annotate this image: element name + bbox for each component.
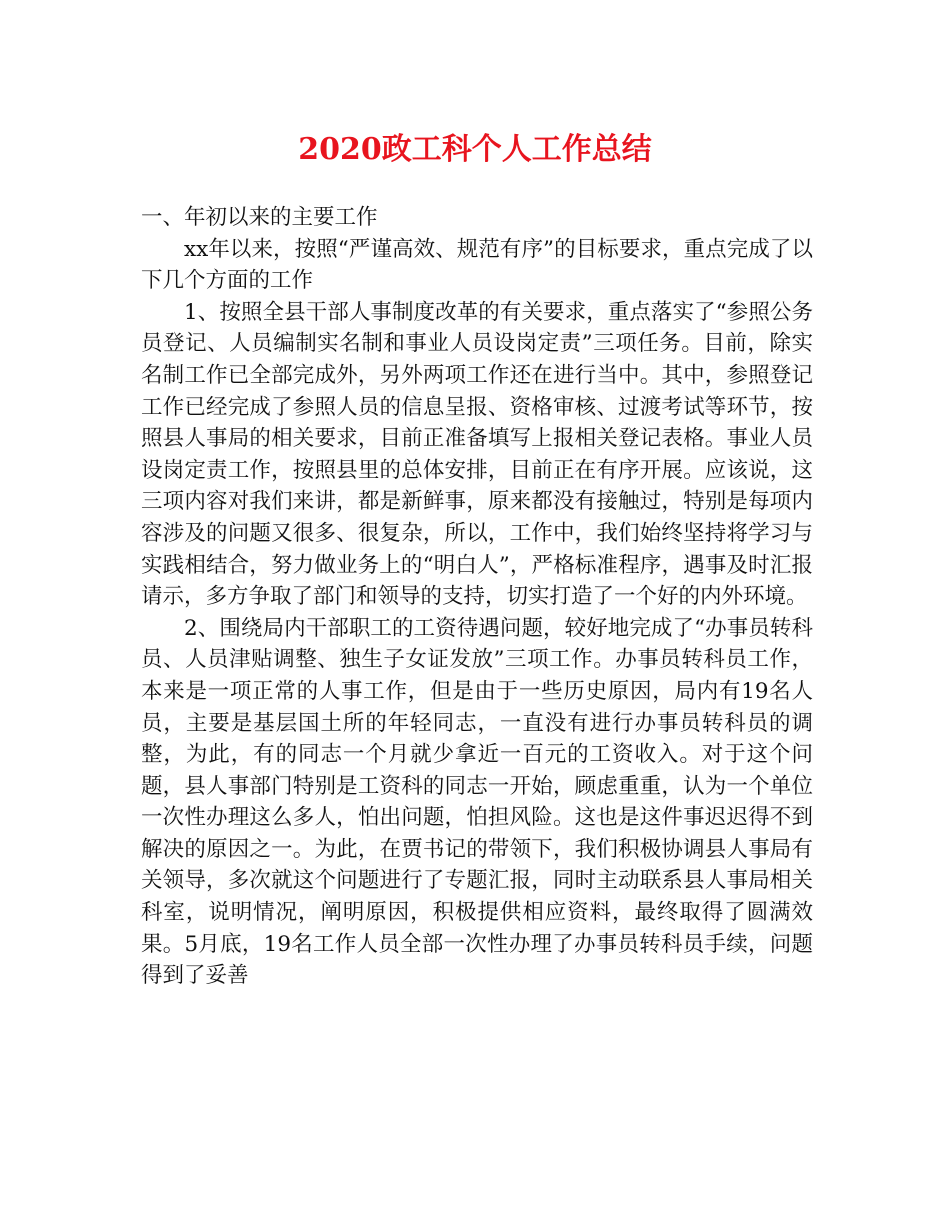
document-title: 2020政工科个人工作总结 (298, 132, 652, 167)
paragraph-item-2: 2、围绕局内干部职工的工资待遇问题，较好地完成了“办事员转科员、人员津贴调整、独生子女证发放”三项工作。办事员转科员工作，本来是一项正常的人事工作，但是由于一些历史原因，局内有19名人员，主要是基层国土所的年轻同志，一直没有进行办事员转科员的调整，为此，有的同志一个月就少拿近一百元的工资收入。对于这个问题，县人事部门特别是工资科的同志一开始，顾虑重重，认为一个单位一次性办理这么多人，怕出问题，怕担风险。这也是这件事迟迟得不到解决的原因之一。为此，在贾书记的带领下，我们积极协调县人事局有关领导，多次就这个问题进行了专题汇报，同时主动联系县人事局相关科室，说明情况，阐明原因，积极提供相应资料，最终取得了圆满效果。5月底，19名工作人员全部一次性办理了办事员转科员手续，问题得到了妥善 (141, 615, 813, 989)
paragraph-item-1: 1、按照全县干部人事制度改革的有关要求，重点落实了“参照公务员登记、人员编制实名制和事业人员设岗定责”三项任务。目前，除实名制工作已全部完成外，另外两项工作还在进行当中。其中，参照登记工作已经完成了参照人员的信息呈报、资格审核、过渡考试等环节，按照县人事局的相关要求，目前正准备填写上报相关登记表格。事业人员设岗定责工作，按照县里的总体安排，目前正在有序开展。应该说，这三项内容对我们来讲，都是新鲜事，原来都没有接触过，特别是每项内容涉及的问题又很多、很复杂，所以，工作中，我们始终坚持将学习与实践相结合，努力做业务上的“明白人”，严格标准程序，遇事及时汇报请示，多方争取了部门和领导的支持，切实打造了一个好的内外环境。 (141, 299, 813, 610)
document-body (141, 202, 813, 992)
section-heading: 一、年初以来的主要工作 (141, 205, 378, 230)
paragraph-intro: xx年以来，按照“严谨高效、规范有序”的目标要求，重点完成了以下几个方面的工作 (141, 236, 813, 294)
